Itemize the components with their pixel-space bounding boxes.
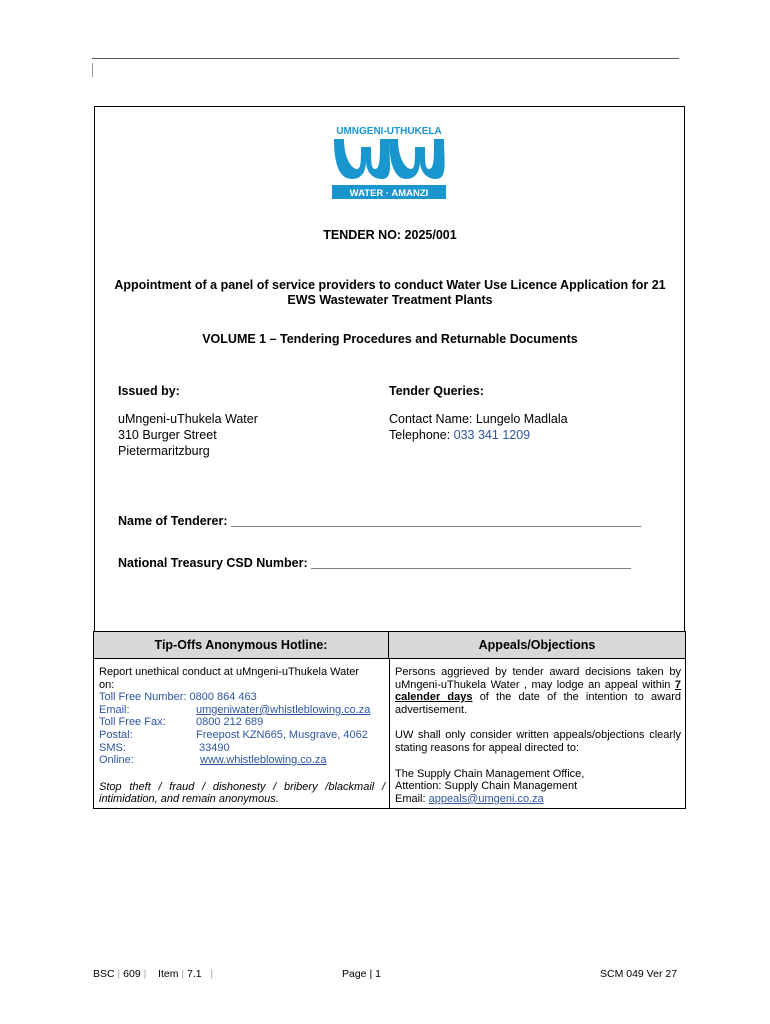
hotline-stop-note: Stop theft / fraud / dishonesty / bribery /blackmail / intimidation, and remain anonymous.: [99, 780, 385, 806]
hotline-email-link[interactable]: umgeniwater@whistleblowing.co.za: [196, 703, 371, 716]
svg-text:WATER · AMANZI: WATER · AMANZI: [349, 188, 429, 199]
umngeni-uthukela-logo: [330, 125, 448, 203]
table-divider: [389, 659, 390, 809]
hotline-cell: Report unethical conduct at uMngeni-uThukela Water on: Toll Free Number: 0800 864 463 Email: umgeniwater@whistleblowing.co.za Toll Free Fax: 0800 212 689 Postal: Freepost KZN665, Musgrave, 4062 SMS: 33490 Online: www.whistleblowing.co.za Stop theft / fraud / dishonesty / bribery /blackmail / intimidation, and remain anonymous.: [99, 666, 385, 806]
tender-queries-contact: Contact Name: Lungelo Madlala Telephone: 033 341 1209: [389, 412, 568, 442]
tender-number: TENDER NO: 2025/001: [323, 228, 457, 242]
logo-wave-left: [334, 139, 390, 179]
logo-wave-right: [389, 139, 445, 179]
appeals-heading: Appeals/Objections: [389, 632, 685, 659]
appeals-email-link[interactable]: appeals@umgeni.co.za: [428, 792, 544, 805]
tender-queries-label: Tender Queries:: [389, 384, 484, 398]
name-of-tenderer-field: Name of Tenderer: ___________________________________________________________: [118, 514, 642, 528]
hotline-appeals-table: [93, 631, 686, 809]
hotline-tollfree: Toll Free Number: 0800 864 463: [99, 691, 257, 704]
volume-heading: VOLUME 1 – Tendering Procedures and Returnable Documents: [202, 332, 578, 346]
issued-by-block: [118, 383, 180, 399]
tender-title: Appointment of a panel of service providers to conduct Water Use Licence Application for 21 EWS Wastewater Treatment Plants: [114, 278, 666, 307]
appeals-cell: Persons aggrieved by tender award decisions taken by uMngeni-uThukela Water , may lodge an appeal within 7 calender days of the date of the intention to award advertisement. UW shall only consider written appeals/objections clearly stating reasons for appeal directed to: The Supply Chain Management Office, Attention: Supply Chain Management Email: appeals@umgeni.co.za: [395, 666, 681, 805]
telephone-number: 033 341 1209: [453, 428, 531, 442]
footer-page-number: Page | 1: [342, 968, 381, 980]
footer-doc-ref: BSC | 609 | Item | 7.1 |: [93, 968, 214, 980]
header-rule: [92, 58, 679, 59]
svg-text:UMNGENI-UTHUKELA: UMNGENI-UTHUKELA: [336, 126, 442, 137]
tender-queries-block: [389, 383, 484, 399]
hotline-website-link[interactable]: www.whistleblowing.co.za: [200, 754, 327, 767]
csd-number-field: National Treasury CSD Number: ______________________________________________: [118, 556, 631, 570]
header-mark: [92, 63, 93, 77]
issued-by-label: Issued by:: [118, 384, 180, 398]
footer-version: SCM 049 Ver 27: [600, 968, 678, 980]
issued-by-address: uMngeni-uThukela Water 310 Burger Street Pietermaritzburg: [118, 412, 258, 458]
hotline-heading: Tip-Offs Anonymous Hotline:: [94, 632, 389, 659]
